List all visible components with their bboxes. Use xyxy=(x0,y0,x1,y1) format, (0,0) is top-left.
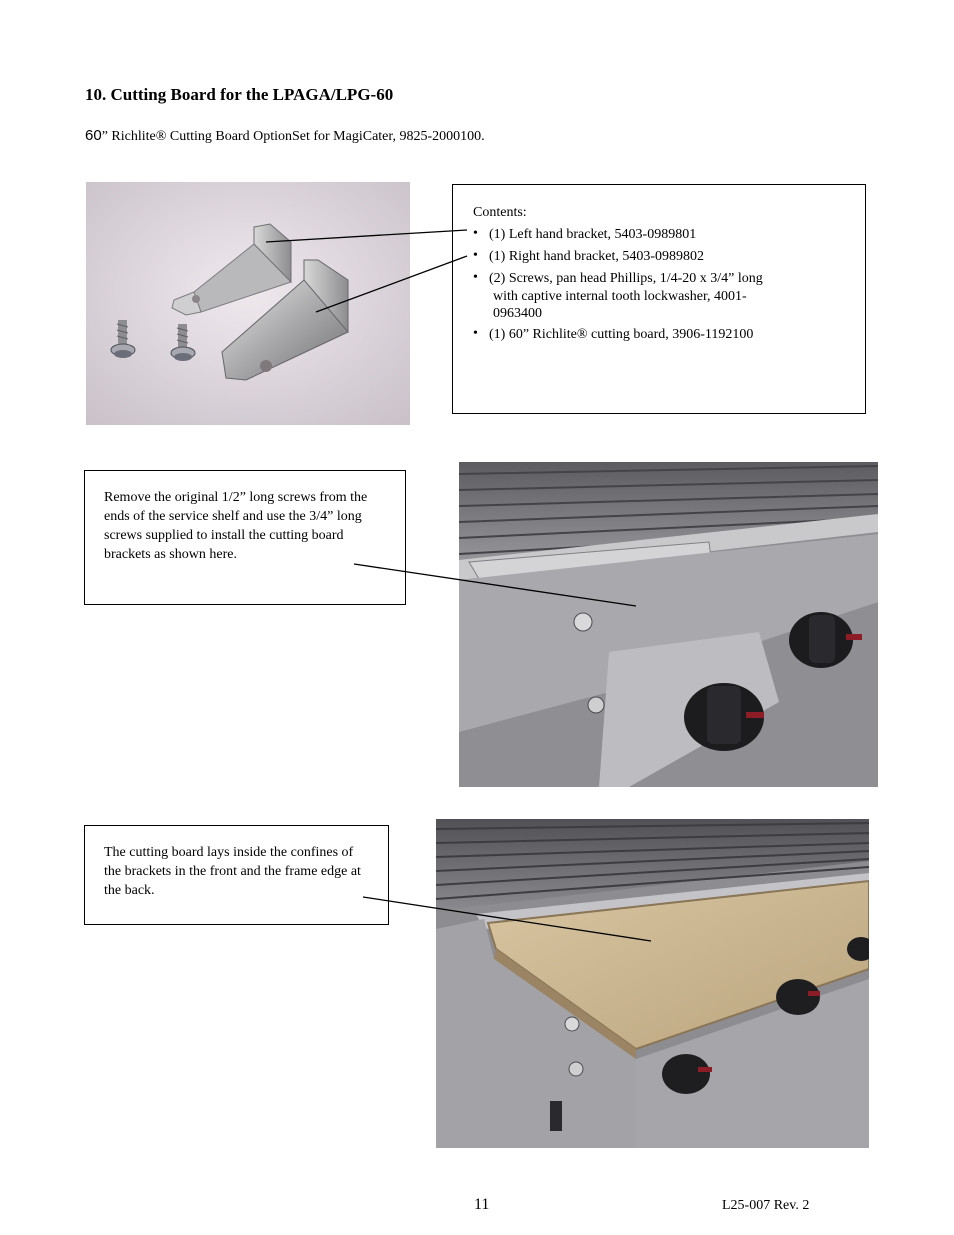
brackets-photo xyxy=(86,182,410,425)
callout-cutting-board xyxy=(84,825,389,925)
cutting-board-photo xyxy=(436,819,869,1148)
list-item-text: (1) Left hand bracket, 5403-0989801 xyxy=(489,227,697,242)
list-item xyxy=(473,269,845,322)
document-revision: L25-007 Rev. 2 xyxy=(722,1198,810,1213)
option-set-lead: 60 xyxy=(85,127,102,144)
list-item-continuation: with captive internal tooth lockwasher, 4001- xyxy=(493,289,747,304)
list-item-text: (1) Right hand bracket, 5403-0989802 xyxy=(489,249,705,264)
option-set-text: ” Richlite® Cutting Board OptionSet for MagiCater, 9825-2000100. xyxy=(101,129,485,144)
contents-title: Contents: xyxy=(473,205,527,220)
callout-text: Remove the original 1/2” long screws from the ends of the service shelf and use the 3/4” long screws supplied to install the cutting board brackets as shown here. xyxy=(104,490,368,562)
bracket-installed-photo xyxy=(459,462,878,787)
page-number: 11 xyxy=(474,1196,490,1213)
list-item-text: (2) Screws, pan head Phillips, 1/4-20 x 3/4” long xyxy=(489,271,763,286)
list-item xyxy=(473,325,845,344)
option-set-line xyxy=(85,127,485,145)
list-item xyxy=(473,225,845,244)
callout-text: The cutting board lays inside the confines of the brackets in the front and the frame edge at the back. xyxy=(104,845,361,898)
contents-list xyxy=(473,225,845,344)
list-item-text: (1) 60” Richlite® cutting board, 3906-1192100 xyxy=(489,327,754,342)
list-item xyxy=(473,247,845,266)
contents-box xyxy=(452,184,866,414)
section-heading: 10. Cutting Board for the LPAGA/LPG-60 xyxy=(85,85,394,104)
list-item-continuation: 0963400 xyxy=(493,306,542,321)
callout-install-brackets xyxy=(84,470,406,605)
